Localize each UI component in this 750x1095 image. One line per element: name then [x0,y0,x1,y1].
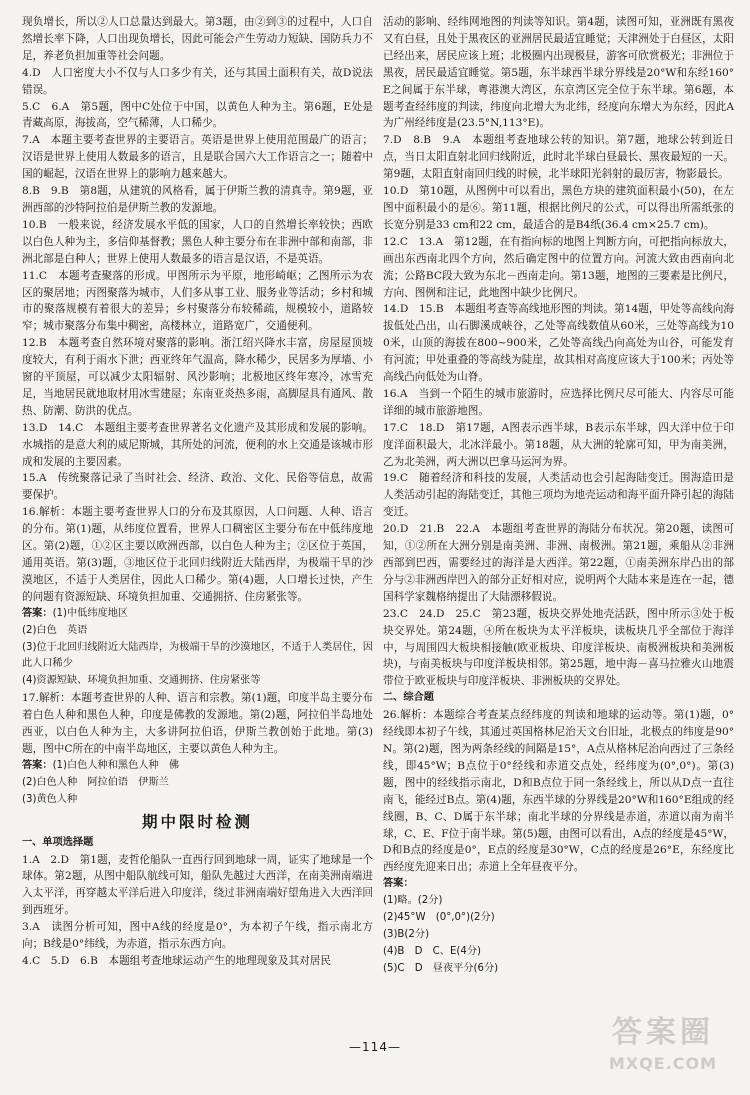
answer-label: 答案： [22,607,53,619]
answer-line: (4)资源短缺、环境负担加重、交通拥挤、住房紧张等 [22,675,261,687]
watermark-logo-text: 答案圈 [612,1015,714,1050]
answer-line: (4)B D C、E(4分) [383,945,481,957]
sub-title: 二、综合题 [383,692,434,704]
answer-line: (1)白色人种和黑色人种 佛 [52,759,180,771]
left-paragraph: 13.D 14.C 本题组主要考查世界著名文化遗产及其形成和发展的影响。水城指的是意大利的威尼斯城，其所处的河流，便利的水上交通是该城市形成和发展的主要因素。 [22,421,373,468]
left-paragraph: 现负增长，所以②人口总量达到最大。第3题，由②到③的过程中，人口自然增长率下降，人口出现负增长，因此可能会产生劳动力短缺、国防兵力不足，养老负担加重等社会问题。 [22,16,373,62]
answer-line: (5)C D 昼夜平分(6分) [383,962,499,974]
page-number: —114— [349,1040,401,1054]
right-paragraph: 20.D 21.B 22.A 本题组考查世界的海陆分布状况。第20题，读图可知，①②所在大洲分别是南美洲、非洲、南极洲。第21题，乘船从②非洲西部到巴西，需要经过的海洋是大西洋。第22题，①南美洲东岸凸出的部分与②非洲西岸凹入的部分正好相对应，说明两个大陆本来是连在一起，德国科学家魏格纳提出了大陆漂移假说。 [383,523,734,603]
sub-title: 一、单项选择题 [22,836,94,848]
answer-line: (1)中低纬度地区 [52,607,129,619]
left-column [22,14,373,1044]
right-paragraph: 19.C 随着经济和科技的发展，人类活动也会引起海陆变迁。围海造田是人类活动引起的海陆变迁，其他三项均为地壳运动和海平面升降引起的海陆变迁。 [383,472,734,519]
right-column [383,14,734,1044]
right-paragraph: 14.D 15.B 本题组考查等高线地形图的判读。第14题，甲处等高线向海拔低处凸出，山石脚溪成峡谷，乙处等高线数值从60米，三处等高线为100米，山顶的海拔在800~900米，乙处等高线凸向高处为山谷，可能发育有河流；甲处重叠的等高线为陡崖，故其相对高度应该大于100米；丙处等高线凸向低处为山脊。 [383,303,734,384]
answer-26 [383,876,734,977]
answer-line: (2)白色人种 阿拉伯语 伊斯兰 [22,776,169,788]
section-title: 期中限时检测 [141,812,253,831]
left-paragraph: 4.C 5.D 6.B 本题组考查地球运动产生的地理现象及其对居民 [22,954,331,967]
answer-line: (2)45°W (0°,0°)(2分) [383,912,495,924]
left-paragraph: 4.D 人口密度大小不仅与人口多少有关，还与其国土面积有关，故D说法错误。 [22,66,373,96]
left-paragraph: 1.A 2.D 第1题，麦哲伦船队一直西行回到地球一周，证实了地球是一个球体。第2题，从图中船队航线可知，船队先越过大西洋，在南美洲南端进入太平洋，再穿越太平洋后进入印度洋，绕过非洲南端好望角进入大西洋回到西班牙。 [22,853,373,917]
answer-16 [22,606,373,691]
answer-label: 答案： [22,759,53,771]
right-paragraph: 7.D 8.B 9.A 本题组考查地球公转的知识。第7题，地球公转到近日点，当日太阳直射北回归线附近，此时北半球白昼最长、黑夜最短的一天。第9题，太阳直射南回归线的时候，北半球阳光斜射的最厉害，物影最长。 [383,134,734,181]
right-paragraph: 活动的影响、经纬网地图的判读等知识。第4题，读图可知，亚洲既有黑夜又有白昼，且处于黑夜区的亚洲居民最适宜睡觉；天津洲处于白昼区，太阳已经出来，居民应该上班；北极圈内出现极昼，游客可欣赏极光；非洲位于黑夜，居民最适宜睡觉。第5题，东半球西半球分界线是20°W和东经160°E之间属于东半球，粤港澳大湾区，东京湾区完全位于东半球。第6题，本题考查经纬度的判读，纬度向北增大为北纬，经度向东增大为东经，因此A为广州经纬度是(23.5°N,113°E)。 [383,16,734,130]
answer-label: 答案： [383,878,414,890]
left-paragraph: 11.C 本题考查聚落的形成。甲图所示为平原，地形崎岖；乙图所示为农区的聚居地；丙图聚落为城市，人们多从事工业、服务业等活动；乡村和城市的聚落规模有着很大的差异；乡村聚落分布较稀疏，规模较小，道路较窄；城市聚落分布集中稠密，高楼林立，道路宽广，交通便利。 [22,269,373,333]
left-paragraph: 12.B 本题考查自然环境对聚落的影响。浙江绍兴降水丰富，房屋屋顶坡度较大，有利于雨水下泄；西亚终年气温高，降水稀少，民居多为厚墙、小窗的平顶屋，可以减少太阳辐射、风沙影响；北极地区终年寒冷，冰雪充足，当地居民就地取材用冰雪建屋；东南亚炎热多雨，高脚屋具有通风、散热、防潮、防洪的优点。 [22,337,373,417]
right-paragraph: 17.C 18.D 第17题，A图表示西半球，B表示东半球，四大洋中位于印度洋面积最大，北冰洋最小。第18题，从大洲的轮廓可知，甲为南美洲，乙为北美洲，两大洲以巴拿马运河为界。 [383,421,734,468]
answer-line: (3)黄色人种 [22,793,78,805]
left-paragraph: 15.A 传统聚落记录了当时社会、经济、政治、文化、民俗等信息，故需要保护。 [22,472,373,502]
answer-17 [22,758,373,809]
left-paragraph: 16.解析：本题主要考查世界人口的分布及其原因，人口问题、人种、语言的分布。第(1)题，从纬度位置看，世界人口稠密区主要分布在中低纬度地区。第(2)题，①②区主要以欧洲西部，以白色人种为主；②区位于英国，通用英语。第(3)题，③地区位于北回归线附近大陆西岸，为极端干旱的沙漠地区，不适于人类居住，因此人口稀少。第(4)题，人口增长过快，产生的问题有资源短缺、环境负担加重、交通拥挤、住房紧张等。 [22,506,373,603]
left-paragraph: 3.A 读图分析可知，图中A线的经度是0°，为本初子午线，指示南北方向；B线是0°纬线，为赤道，指示东西方向。 [22,921,373,951]
site-watermark [588,1013,738,1085]
left-paragraph: 7.A 本题主要考查世界的主要语言。英语是世界上使用范围最广的语言；汉语是世界上使用人数最多的语言，且是联合国六大工作语言之一；随着中国的崛起，汉语在世界上的影响力越来越大。 [22,134,373,181]
answer-line: (1)略。(2分) [383,895,443,907]
right-paragraph: 16.A 当到一个陌生的城市旅游时，应选择比例尺尽可能大、内容尽可能详细的城市旅游地图。 [383,387,734,417]
right-paragraph: 26.解析：本题综合考查某点经纬度的判读和地球的运动等。第(1)题，0°经线即本初子午线，其通过英国格林尼治天文台旧址，北极点的纬度是90°N。第(2)题，图为两条经线的间隔是15°，A点从格林尼治向西过了三条经线，即45°W；B点位于0°经线和赤道交点处，经纬度为(0°,0°)。第(3)题，图中的经线指示南北，D和B点位于同一条经线上，所以从D点一直往南飞，能经过B点。第(4)题，东西半球的分界线是20°W和160°E组成的经线圈，B、C、D属于东半球；南北半球的分界线是赤道，赤道以南为南半球，C、E、F位于南半球。第(5)题，由图可以看出，A点的经度是45°W，D和B点的经度是0°，E点的经度是30°W，C点的经度是26°E，东经度比西经度先迎来日出；赤道上全年昼夜平分。 [383,709,734,874]
left-paragraph: 5.C 6.A 第5题，图中C处位于中国，以黄色人种为主。第6题，E处是青藏高原，海拔高，空气稀薄，人口稀少。 [22,100,373,130]
answer-line: (3)B(2分) [383,928,430,940]
left-paragraph: 17.解析：本题考查世界的人种、语言和宗教。第(1)题，印度半岛主要分布着白色人种和黑色人种，印度是佛教的发源地。第(2)题，阿拉伯半岛地处西亚，以白色人种为主，大多讲阿拉伯语，伊斯兰教创始于此地。第(3)题，图中C所在的中南半岛地区，主要以黄色人种为主。 [22,692,373,755]
left-paragraph: 10.B 一般来说，经济发展水平低的国家，人口的自然增长率较快；西欧以白色人种为主，多信仰基督教；黑色人种主要分布在非洲中部和南部，非洲北部是白种人；世界上使用人数最多的语言是汉语，不是英语。 [22,218,373,265]
answer-line: (2)白色 英语 [22,624,88,636]
left-paragraph: 8.B 9.B 第8题，从建筑的风格看，属于伊斯兰教的清真寺。第9题，亚洲西部的沙特阿拉伯是伊斯兰教的发源地。 [22,185,373,214]
right-paragraph: 23.C 24.D 25.C 第23题，板块交界处地壳活跃，图中所示③处于板块交界处。第24题，④所在板块为太平洋板块，读板块几乎全部位于海洋中，与周围四大板块相接触(欧亚板块、印度洋板块、南极洲板块和美洲板块)，与南美板块与印度洋板块相邻。第25题，地中海－喜马拉雅火山地震带位于欧亚板块与印度洋板块、非洲板块的交界处。 [383,607,734,688]
watermark-url: MXQE.COM [608,1054,718,1073]
right-paragraph: 10.D 第10题，从图例中可以看出，黑色方块的建筑面积最小(50)，在左图中面积最小的是⑥。第11题，根据比例尺的公式，可以得出所需纸张的长宽分别是33 cm和22 cm，最适合的是B4纸(36.4 cm×25.7 cm)。 [383,185,734,231]
right-paragraph: 12.C 13.A 第12题，在有指向标的地图上判断方向，可把指向标放大，画出东西南北四个方向，然后确定图中的位置方向。河流大致由西南向北流；公路BC段大致为东北－西南走向。第13题，地图的三要素是比例尺，方向、图例和注记，此地图中缺少比例尺。 [383,235,734,299]
answer-line: (3)位于北回归线附近大陆西岸，为极端干旱的沙漠地区，不适于人类居住，因此人口稀少 [22,641,373,670]
two-column-layout [22,14,734,1044]
